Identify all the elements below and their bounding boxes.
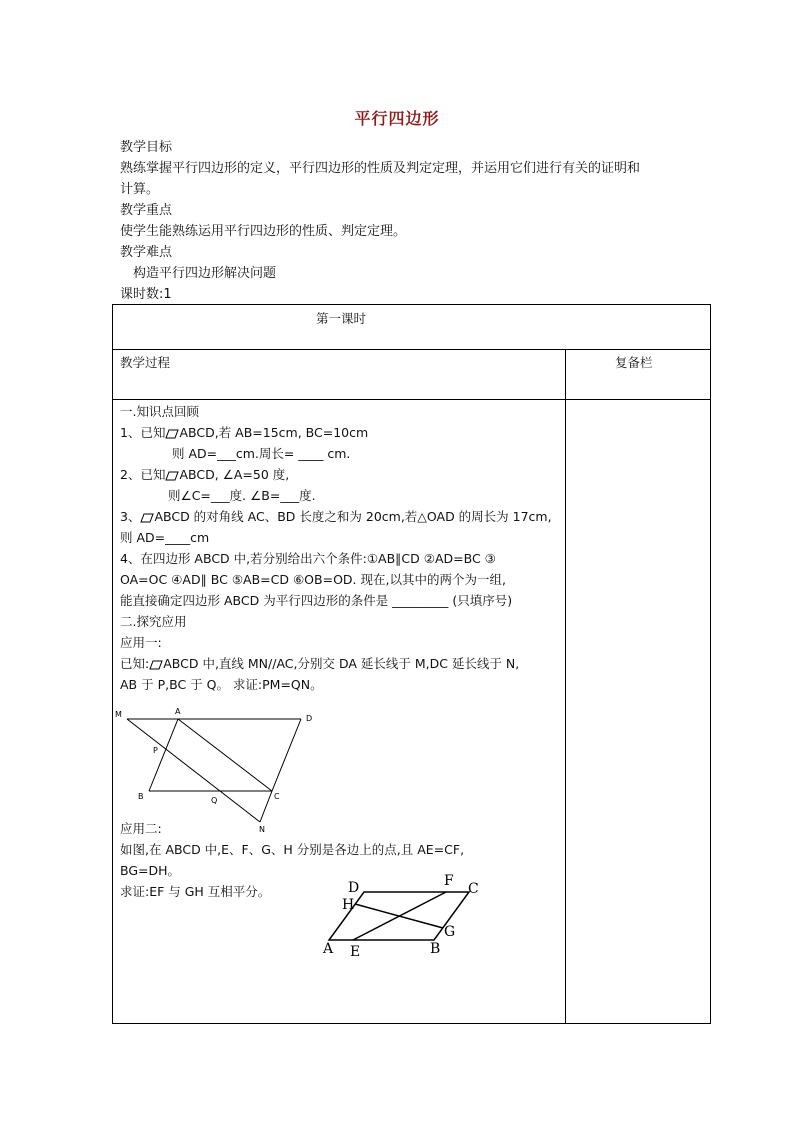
fig2-label-g: G <box>444 924 456 940</box>
fig1-label-b: B <box>138 792 144 801</box>
question-1-line-1 <box>120 422 368 443</box>
question-2-line-2: 则∠C=___度. ∠B=___度. <box>168 488 316 503</box>
section-heading: 二.探究应用 <box>120 614 187 629</box>
key-heading: 教学重点 <box>120 203 173 218</box>
segment-ef <box>353 892 446 940</box>
fig2-label-d: D <box>348 880 360 896</box>
question-text: 2、已知 <box>120 467 166 482</box>
question-2-line-1 <box>120 464 289 485</box>
process-label: 教学过程 <box>120 355 171 370</box>
question-3-line-2: 则 AD=____cm <box>120 530 210 545</box>
parallelogram-icon <box>140 513 154 523</box>
fig1-label-a: A <box>175 707 181 716</box>
application-2-line-2: BG=DH。 <box>120 863 181 878</box>
fig2-label-e: E <box>350 944 361 960</box>
parallelogram-icon <box>165 471 179 481</box>
goal-text-1: 熟练掌握平行四边形的定义，平行四边形的性质及判定定理，并运用它们进行有关的证明和 <box>120 161 641 176</box>
fig1-label-c: C <box>274 792 280 801</box>
question-text: 3、 <box>120 509 141 524</box>
application-1-title: 应用一: <box>120 635 162 650</box>
fig2-label-b: B <box>430 941 441 957</box>
application-2-line-1: 如图,在 ABCD 中,E、F、G、H 分别是各边上的点,且 AE=CF, <box>120 842 465 857</box>
application-2-line-3: 求证:EF 与 GH 互相平分。 <box>120 884 271 899</box>
fig2-label-a: A <box>323 941 334 957</box>
extension-dc <box>260 791 272 822</box>
goal-heading: 教学目标 <box>120 140 173 155</box>
fig1-label-n: N <box>259 825 265 834</box>
fig1-label-d: D <box>306 714 313 723</box>
diagonal-ac <box>178 719 272 791</box>
figure-1-diagram <box>110 705 320 835</box>
application-1-line-2: AB 于 P,BC 于 Q。 求证:PM=QN。 <box>120 677 323 692</box>
parallelogram-icon <box>149 660 163 670</box>
fig2-label-f: F <box>444 873 454 889</box>
question-text: 1、已知 <box>120 425 166 440</box>
parallelogram-icon <box>165 429 179 439</box>
hours-text: 课时数:1 <box>120 287 172 302</box>
question-text: ABCD,若 AB=15cm, BC=10cm <box>179 425 369 440</box>
fig1-label-q: Q <box>211 796 218 805</box>
difficulty-heading: 教学难点 <box>120 245 173 260</box>
question-1-line-2: 则 AD=___cm.周长= ____ cm. <box>172 446 351 461</box>
question-text: 已知: <box>120 656 150 671</box>
table-row-divider <box>112 349 711 350</box>
fig2-label-h: H <box>342 897 355 913</box>
line-mn <box>127 719 260 822</box>
application-1-line-1 <box>120 653 519 674</box>
fig2-label-c: C <box>468 881 479 897</box>
question-text: ABCD 的对角线 AC、BD 长度之和为 20cm,若△OAD 的周长为 17cm, <box>154 509 552 524</box>
side-dc <box>272 719 301 791</box>
fig1-label-m: M <box>115 710 122 719</box>
question-4-line-1: 4、在四边形 ABCD 中,若分别给出六个条件:①AB∥CD ②AD=BC ③ <box>120 551 496 566</box>
fig1-label-p: P <box>153 746 158 755</box>
application-2-title: 应用二: <box>120 821 162 836</box>
difficulty-text: 构造平行四边形解决问题 <box>133 266 277 281</box>
question-3-line-1 <box>120 506 552 527</box>
question-4-line-3: 能直接确定四边形 ABCD 为平行四边形的条件是 _________ (只填序号) <box>120 593 513 608</box>
section-heading: 一.知识点回顾 <box>120 404 199 419</box>
question-text: ABCD, ∠A=50 度, <box>179 467 290 482</box>
lesson-label: 第一课时 <box>316 311 367 326</box>
prep-label: 复备栏 <box>615 355 653 370</box>
key-text: 使学生能熟练运用平行四边形的性质、判定定理。 <box>120 224 407 239</box>
table-row-divider <box>112 399 711 400</box>
question-text: ABCD 中,直线 MN//AC,分别交 DA 延长线于 M,DC 延长线于 N, <box>163 656 520 671</box>
page-title: 平行四边形 <box>354 109 440 128</box>
figure-2-diagram <box>318 872 488 962</box>
goal-text-2: 计算。 <box>120 182 160 197</box>
question-4-line-2: OA=OC ④AD∥ BC ⑤AB=CD ⑥OB=OD. 现在,以其中的两个为一组, <box>120 572 506 587</box>
table-column-divider <box>565 349 566 1024</box>
